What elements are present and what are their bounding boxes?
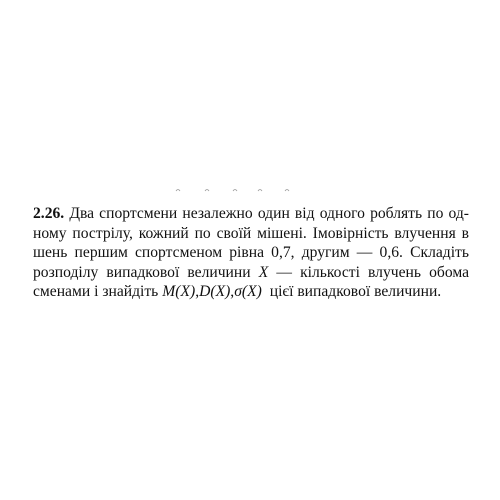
scan-artifact-marks [0,186,500,194]
problem-line-4 [33,263,469,283]
problem-line-5 [33,282,469,302]
random-variable-x: X [258,263,269,281]
problem-text-5b: цієї випадкової величини. [269,283,442,300]
std-deviation-sx: σ(X) [234,283,262,300]
problem-number: 2.26. [33,205,65,222]
math-expression: M(X),D(X),σ(X) [162,283,262,300]
problem-text-1: Два спортсмени незалежно один від одного роблять по од- [69,205,469,222]
expectation-mx: M(X) [162,283,196,300]
problem-line-2 [33,224,469,244]
problem-text-4b: — кількості влучень обома [276,263,469,281]
problem-text-3: шень першим спортсменом рівна 0,7, другим — 0,6. Складіть [33,244,469,261]
problem-text-4a: розподілу випадкової величини [33,263,251,281]
problem-2-26 [33,204,469,302]
problem-text-2: ному пострілу, кожний по своїй мішені. Імовірність влучення в [33,224,469,242]
problem-line-1 [33,204,469,224]
problem-line-3 [33,243,469,263]
variance-dx: D(X) [199,283,231,300]
problem-text-5a: сменами і знайдіть [33,283,159,300]
